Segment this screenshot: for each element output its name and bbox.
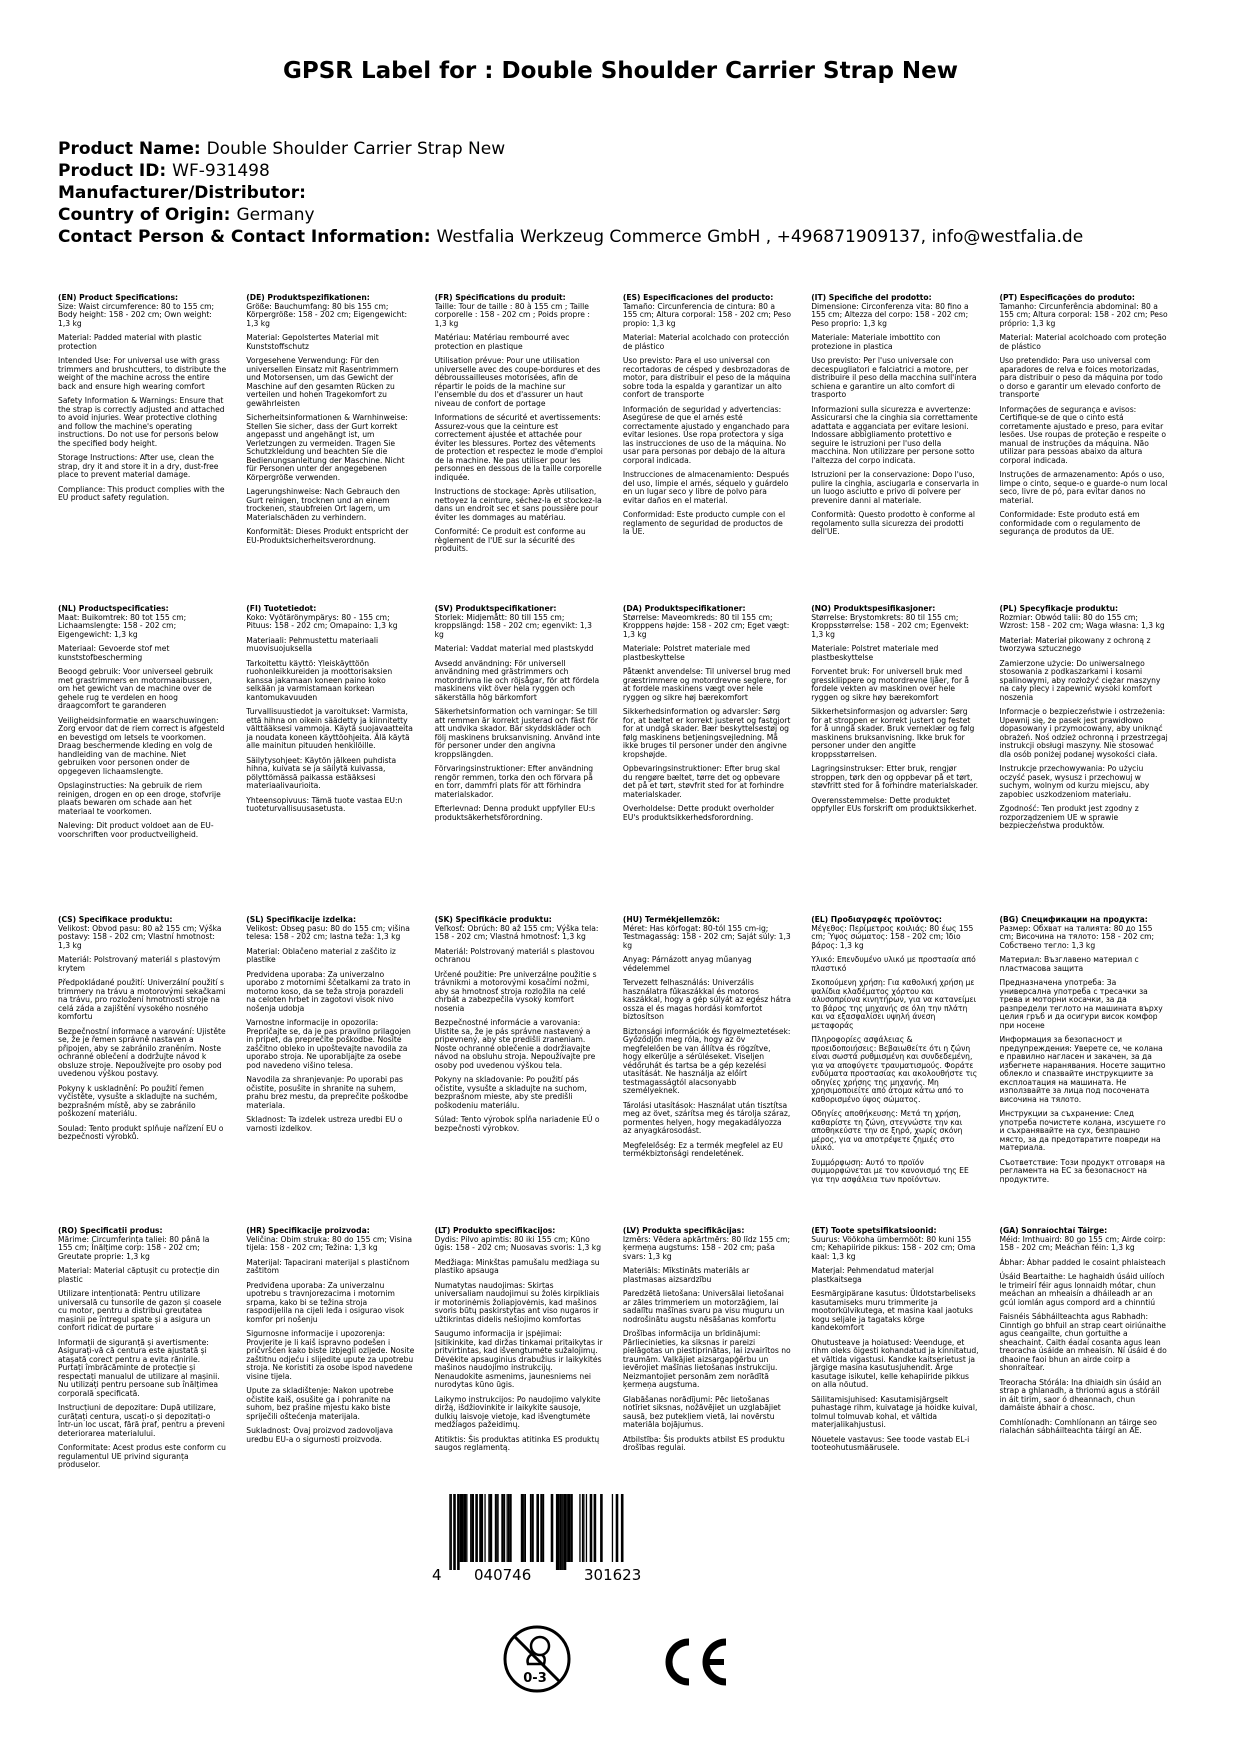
- language-paragraph: Размер: Обхват на талията: 80 до 155 cm; Височина на тялото: 158 - 202 cm; Собствено тегло: 1,3 kg: [999, 923, 1155, 950]
- info-row: [58, 204, 1188, 226]
- language-paragraph: Conformitate: Acest produs este conform cu regulamentul UE privind siguranța produselor.: [58, 1443, 226, 1469]
- language-paragraph: Información de seguridad y advertencias: Asegúrese de que el arnés esté correctamente ajustado y enganchado para evitar lesiones. Use ropa protectora y siga las instrucciones de uso de la máquina. No usar para personas por debajo de la altura corporal indicada.: [622, 404, 790, 465]
- age-label: 0-3: [523, 1671, 547, 1686]
- language-paragraph: Informações de segurança e avisos: Certifique-se de que o cinto está corretamente ajustado e preso, para evitar lesões. Use roupas de proteção e respeite o manual de instruções da máquina. Não utilizar para pessoas abaixo da altura corporal indicada.: [999, 404, 1167, 465]
- language-block: [435, 294, 623, 605]
- barcode-bar: [536, 1494, 539, 1562]
- language-paragraph: Material: Material acolchado con protección de plástico: [622, 333, 790, 351]
- language-paragraph: Efterlevnad: Denna produkt uppfyller EU:s produktsäkerhetsförordning.: [434, 804, 596, 822]
- language-block: [623, 916, 811, 1227]
- barcode-bar: [509, 1494, 512, 1562]
- language-paragraph: Compliance: This product complies with the EU product safety regulation.: [58, 484, 225, 502]
- language-paragraph: Faisnéis Sábháilteachta agus Rabhadh: Cinntigh go bhfuil an strap ceart oiriúnaithe agus ceangailte, chun gortuithe a sheachaint. Caith éadaí cosanta agus lean treoracha úsáide an mheaisín. Ní úsáid é do dhaoine faoi bhun an airde coirp a shonraítear.: [999, 1312, 1167, 1372]
- language-block: [58, 1227, 246, 1538]
- language-paragraph: Материал: Възглавено материал с пластмасова защита: [999, 955, 1139, 973]
- barcode-bar: [594, 1494, 597, 1562]
- language-block: [246, 605, 434, 916]
- language-heading: (SL) Specifikacije izdelka:: [246, 916, 357, 924]
- language-paragraph: Súlad: Tento výrobok spĺňa nariadenie EÚ o bezpečnosti výrobkov.: [434, 1115, 600, 1133]
- barcode-bar: [466, 1494, 467, 1562]
- language-paragraph: Tamanho: Circunferência abdominal: 80 a 155 cm; Altura corporal: 158 - 202 cm; Peso próprio: 1,3 kg: [999, 301, 1168, 328]
- language-paragraph: Yhteensopivuus: Tämä tuote vastaa EU:n tuoteturvallisuusasetusta.: [246, 795, 403, 813]
- language-block: [435, 605, 623, 916]
- info-row: [58, 226, 1188, 248]
- language-heading: (IT) Specifiche del prodotto:: [811, 294, 932, 302]
- language-heading: (CS) Specifikace produktu:: [58, 916, 173, 924]
- barcode-bar: [507, 1494, 508, 1562]
- language-paragraph: Größe: Bauchumfang: 80 bis 155 cm; Körpergröße: 158 - 202 cm; Eigengewicht: 1,3 kg: [246, 301, 408, 328]
- language-paragraph: Určené použitie: Pre univerzálne použitie s trávnikmi a motorovými kosačími nožmi, aby sa hmotnosť stroja rozložila na celé chrbát a zabezpečila vysoký komfort nosenia: [434, 969, 597, 1013]
- info-label: Product ID:: [58, 161, 167, 181]
- language-paragraph: Sikkerhetsinformasjon og advarsler: Sørg for at stroppen er korrekt justert og festet for å unngå skader. Bruk verneklær og følg maskinens bruksanvisning. Ikke bruk for personer under den angitte kroppsstørrelsen.: [811, 707, 975, 759]
- language-paragraph: Materjal: Pehmendatud materjal plastkaitsega: [811, 1266, 934, 1284]
- language-paragraph: Material: Material căptușit cu protecție din plastic: [58, 1266, 220, 1284]
- language-heading: (PL) Specyfikacje produktu:: [999, 605, 1119, 613]
- language-paragraph: Zamierzone użycie: Do uniwersalnego stosowania z podkaszarkami i kosami spalinowymi, aby rozłożyć ciężar maszyny na cały plecy i zapewnić wysoki komfort noszenia: [999, 658, 1161, 702]
- language-paragraph: Materiale: Polstret materiale med plastbeskyttelse: [622, 644, 751, 662]
- language-paragraph: Intended Use: For universal use with grass trimmers and brushcutters, to distribute the weight of the machine across the entire back and ensure high wearing comfort: [58, 356, 227, 391]
- language-paragraph: Overensstemmelse: Dette produktet oppfyller EUs forskrift om produktsikkerhet.: [811, 795, 977, 813]
- language-paragraph: Ohutusteave ja hoiatused: Veenduge, et rihm oleks õigesti kohandatud ja kinnitatud, et vältida vigastusi. Kandke kaitserietust ja järgige masina kasutusjuhendit. Ärge kasutage isikutel, kelle kehapiiride pikkus on alla nõutud.: [811, 1337, 979, 1389]
- language-paragraph: Opslaginstructies: Na gebruik de riem reinigen, drogen en op een droge, stofvrije plaats bewaren om schade aan het materiaal te voorkomen.: [58, 781, 221, 816]
- language-block: [246, 916, 434, 1227]
- barcode-bar: [572, 1494, 573, 1562]
- language-paragraph: Úsáid Beartaithe: Le haghaidh úsáid uilíoch le trimeirí féir agus lonnaidh mótar, chun meáchan an mheaisín a dháileadh ar an gcúl iomlán agus compord ard a chinntiú: [999, 1272, 1165, 1307]
- barcode-bar: [582, 1494, 583, 1562]
- language-paragraph: Eesmärgipärane kasutus: Üldotstarbeliseks kasutamiseks muru trimmerite ja mootorkülvikutega, et masina kaal jaotuks kogu seljale ja tagataks kõrge kandekomfort: [811, 1289, 976, 1332]
- language-paragraph: Instrukcje przechowywania: Po użyciu oczyść pasek, wysusz i przechowuj w suchym, wolnym od kurzu miejscu, aby zapobiec uszkodzeniom materiału.: [999, 764, 1150, 799]
- language-paragraph: Beoogd gebruik: Voor universeel gebruik met grastrimmers en motormaaibussen, om het gewicht van de machine over de gehele rug te verdelen en hoog draagcomfort te garanderen: [58, 667, 213, 710]
- language-paragraph: Säkerhetsinformation och varningar: Se till att remmen är korrekt justerad och fäst för att undvika skador. Bär skyddskläder och följ maskinens bruksanvisning. Använd inte för personer under den angivna kroppslängden.: [434, 707, 601, 759]
- barcode-bar: [564, 1494, 567, 1570]
- language-row: [58, 294, 1188, 605]
- barcode-bar: [559, 1494, 560, 1570]
- language-paragraph: Storage Instructions: After use, clean the strap, dry it and store it in a dry, dust-free place to prevent material damage.: [58, 453, 219, 479]
- language-row: [58, 916, 1188, 1227]
- language-block: [999, 916, 1187, 1227]
- language-block: [811, 1227, 999, 1538]
- barcode-bar: [551, 1494, 552, 1562]
- barcode-bar: [556, 1494, 559, 1570]
- language-paragraph: Utilisation prévue: Pour une utilisation universelle avec des coupe-bordures et des débroussailleuses motorisées, afin de répartir le poids de la machine sur l'ensemble du dos et d'assurer un haut niveau de confort de portage: [434, 356, 601, 408]
- language-heading: (GA) Sonraíochtaí Táirge:: [999, 1227, 1108, 1235]
- language-paragraph: Veiligheidsinformatie en waarschuwingen: Zorg ervoor dat de riem correct is afgesteld en bevestigd om letsels te voorkomen. Draag beschermende kleding en volg de handleiding van de machine. Niet gebruiken voor personen onder de opgegeven lichaamslengte.: [58, 715, 225, 776]
- language-paragraph: Maat: Buikomtrek: 80 tot 155 cm; Lichaamslengte: 158 - 202 cm; Eigengewicht: 1,3 kg: [58, 612, 187, 639]
- language-paragraph: Vorgesehene Verwendung: Für den universellen Einsatz mit Rasentrimmern und Motorsensen, um das Gewicht der Maschine auf den gesamten Rücken zu verteilen und hohen Tragekomfort zu gewährleisten: [246, 356, 399, 408]
- info-label: Manufacturer/Distributor:: [58, 183, 306, 203]
- language-paragraph: Nõuetele vastavus: See toode vastab EL-i tooteohutusmäärusele.: [811, 1434, 970, 1452]
- barcode-bar: [497, 1494, 498, 1562]
- language-block: [811, 294, 999, 605]
- language-paragraph: Påtænkt anvendelse: Til universel brug med græstrimmere og motordrevne seglere, for at fordele maskinens vægt over hele ryggen og sikre høj bærekomfort: [622, 667, 791, 702]
- language-block: [58, 605, 246, 916]
- barcode-bar: [612, 1494, 613, 1562]
- language-paragraph: Materiał: Materiał pikowany z ochroną z tworzywa sztucznego: [999, 635, 1151, 653]
- barcode-bar: [464, 1494, 467, 1562]
- language-paragraph: Συμμόρφωση: Αυτό το προϊόν συμμορφώνεται με τον κανονισμό της ΕΕ για την ασφάλεια των προϊόντων.: [811, 1157, 969, 1184]
- language-paragraph: Uso pretendido: Para uso universal com aparadores de relva e foices motorizadas, para distribuir o peso da máquina por todo o dorso e garantir um elevado conforto de transporte: [999, 356, 1163, 399]
- language-paragraph: Υλικό: Επενδυμένο υλικό με προστασία από πλαστικό: [811, 955, 976, 973]
- language-paragraph: Instruções de armazenamento: Após o uso, limpe o cinto, seque-o e guarde-o num local seco, livre de pó, para evitar danos no material.: [999, 470, 1168, 505]
- language-paragraph: Istruzioni per la conservazione: Dopo l'uso, pulire la cinghia, asciugarla e conservarla in un luogo asciutto e privo di polvere per prevenire danni al materiale.: [811, 470, 979, 505]
- language-paragraph: Predvidena uporaba: Za univerzalno uporabo z motornimi ščetalkami za trato in motorno koso, da se teža stroja porazdeli na celoten hrbet in zagotovi visok nivo nošenja udobja: [246, 969, 411, 1013]
- language-paragraph: Glabāšanas norādījumi: Pēc lietošanas notīriet siksnas, nožāvējiet un uzglabājiet sausā, bez putekļiem vietā, lai novērstu materiāla bojājumus.: [622, 1394, 781, 1429]
- ce-mark-icon: [656, 1636, 730, 1688]
- barcode-bar: [600, 1494, 603, 1562]
- language-paragraph: Treoracha Stórála: Ina dhiaidh sin úsáid an strap a ghlanadh, a thriomú agus a stóráil in áit tirim, saor ó dheannach, chun damáiste ábhair a chosc.: [999, 1377, 1162, 1412]
- language-paragraph: Säilytysohjeet: Käytön jälkeen puhdista hihna, kuivata se ja säilytä kuivassa, pölyttömässä paikassa estääksesi materiaalivaurioita.: [246, 755, 397, 790]
- barcode-bar: [521, 1494, 524, 1562]
- language-paragraph: Megfelelőség: Ez a termék megfelel az EU termékbiztonsági rendeletének.: [622, 1140, 783, 1158]
- language-paragraph: Medžiaga: Minkštas pamušalu medžiaga su plastiko apsauga: [434, 1257, 600, 1275]
- barcode-bar: [552, 1494, 553, 1562]
- language-paragraph: Numatytas naudojimas: Skirtas universaliam naudojimui su žolės kirpikliais ir motorinėmis žoliapjovėmis, kad mašinos svoris būtų paskirstytas ant viso nugaros ir užtikrintas didelis nešiojimo komfortas: [434, 1280, 600, 1324]
- language-block: [623, 294, 811, 605]
- language-heading: (LT) Produkto specifikacijos:: [434, 1227, 556, 1235]
- language-paragraph: Safety Information & Warnings: Ensure that the strap is correctly adjusted and attached to avoid injuries. Wear protective clothing and follow the machine's operating instructions. Do not use for persons below the specified body height.: [58, 396, 225, 448]
- language-block: [435, 916, 623, 1227]
- info-label: Contact Person & Contact Information:: [58, 227, 431, 247]
- language-block: [246, 1227, 434, 1538]
- barcode-bar: [461, 1494, 464, 1562]
- barcode-bar: [501, 1494, 504, 1562]
- barcode-bar: [484, 1494, 485, 1562]
- age-0-3-warning-icon: [502, 1624, 572, 1694]
- language-heading: (NL) Productspecificaties:: [58, 605, 169, 613]
- language-paragraph: Bezpečnostní informace a varování: Ujistěte se, že je řemen správně nastaven a připojen, aby se zabránilo zraněním. Noste ochranné oblečení a dodržujte návod k obsluze stroje. Nepoužívejte pro osoby pod uvedenou výškou postavy.: [58, 1026, 226, 1078]
- language-paragraph: Taille: Tour de taille : 80 à 155 cm ; Taille corporelle : 158 - 202 cm ; Poids propre : 1,3 kg: [434, 301, 590, 328]
- language-paragraph: Material: Gepolstertes Material mit Kunststoffschutz: [246, 333, 379, 351]
- language-block: [999, 605, 1187, 916]
- info-value: Germany: [236, 205, 315, 225]
- language-heading: (FR) Spécifications du produit:: [434, 294, 566, 302]
- barcode-bar: [481, 1494, 484, 1562]
- language-paragraph: Инструкции за съхранение: След употреба почистете колана, изсушете го и съхранявайте на сух, безпрашно място, за да предотвратите повреди на материала.: [999, 1109, 1166, 1152]
- language-paragraph: Velikost: Obvod pasu: 80 až 155 cm; Výška postavy: 158 - 202 cm; Vlastní hmotnost: 1,3 kg: [58, 923, 222, 950]
- language-paragraph: Οδηγίες αποθήκευσης: Μετά τη χρήση, καθαρίστε τη ζώνη, στεγνώστε την και αποθηκεύστε την σε ξηρό, χωρίς σκόνη μέρος, για να αποτρέψετε ζημιές στο υλικό.: [811, 1109, 963, 1152]
- info-row: [58, 138, 1188, 160]
- barcode-bar: [570, 1494, 571, 1562]
- language-heading: (DE) Produktspezifikationen:: [246, 294, 370, 302]
- language-row: [58, 1227, 1188, 1538]
- language-paragraph: Utilizare intenționată: Pentru utilizare universală cu tunsorile de gazon și coasele cu motor, pentru a distribui greutatea mașinii pe întregul spate și a asigura un confort ridicat de purtare: [58, 1289, 222, 1332]
- language-heading: (SV) Produktspecifikationer:: [434, 605, 557, 613]
- ean-barcode: [432, 1494, 668, 1589]
- language-paragraph: Skladnost: Ta izdelek ustreza uredbi EU o varnosti izdelkov.: [246, 1115, 403, 1133]
- language-paragraph: Laikymo instrukcijos: Po naudojimo valykite diržą, išdžiovinkite ir laikykite sausoje, dulkių laisvoje vietoje, kad išvengtumėte medžiagos pažeidimų.: [434, 1394, 601, 1429]
- language-paragraph: Paredzētā lietošana: Universālai lietošanai ar zāles trimmeriem un motorzāģiem, lai sadalītu mašīnas svaru pa visu muguru un nodrošinātu augstu nēsāšanas komfortu: [622, 1289, 785, 1324]
- language-paragraph: Avsedd användning: För universell användning med grästrimmers och motordrivna lie och röjsågar, för att fördela maskinens vikt över hela ryggen och säkerställa hög bärkomfort: [434, 658, 600, 702]
- language-paragraph: Sukladnost: Ovaj proizvod zadovoljava uredbu EU-a o sigurnosti proizvoda.: [246, 1426, 394, 1444]
- language-paragraph: Информация за безопасност и предупреждения: Уверете се, че колана е правилно нагласен и закачен, за да избегнете наранявания. Носете защитно облекло и спазвайте инструкциите за експлоатация на машината. Не използвайте за лица под посочената височина на тялото.: [999, 1035, 1166, 1104]
- info-value: WF-931498: [172, 161, 270, 181]
- language-paragraph: Sicherheitsinformationen & Warnhinweise: Stellen Sie sicher, dass der Gurt korrekt angepasst und angehängt ist, um Verletzungen zu vermeiden. Tragen Sie Schutzkleidung und beachten Sie die Bedienungsanleitung der Maschine. Nicht für Personen unter der angegebenen Körpergröße verwenden.: [246, 413, 408, 482]
- barcode-bar: [508, 1494, 509, 1562]
- language-paragraph: Zgodność: Ten produkt jest zgodny z rozporządzeniem UE w sprawie bezpieczeństwa produktów.: [999, 804, 1139, 830]
- barcode-bar: [457, 1494, 460, 1570]
- language-paragraph: Veľkosť: Obrúch: 80 až 155 cm; Výška tela: 158 - 202 cm; Vlastná hmotnosť: 1,3 kg: [434, 923, 599, 941]
- language-heading: (NO) Produktspesifikasjoner:: [811, 605, 936, 613]
- language-paragraph: Instructions de stockage: Après utilisation, nettoyez la ceinture, séchez-la et stockez-la dans un endroit sec et sans poussière pour éviter les dommages au matériau.: [434, 487, 602, 522]
- language-paragraph: Instrucțiuni de depozitare: După utilizare, curățați centura, uscați-o și depozitați-o într-un loc uscat, fără praf, pentru a preveni deteriorarea materialului.: [58, 1403, 225, 1438]
- barcode-bar: [616, 1494, 619, 1562]
- language-paragraph: Informations de sécurité et avertissements: Assurez-vous que la ceinture est correctement ajustée et attachée pour éviter les blessures. Portez des vêtements de protection et respectez le mode d'emploi de la machine. Ne pas utiliser pour les personnes en dessous de la taille corporelle indiquée.: [434, 413, 603, 482]
- language-paragraph: Koko: Vyötärönympärys: 80 - 155 cm; Pituus: 158 - 202 cm; Omapaino: 1,3 kg: [246, 612, 398, 630]
- barcode-bar: [568, 1494, 571, 1562]
- language-block: [623, 1227, 811, 1538]
- info-value: Double Shoulder Carrier Strap New: [206, 139, 506, 159]
- language-paragraph: Materiale: Materiale imbottito con protezione in plastica: [811, 333, 941, 351]
- barcode-bar: [495, 1494, 496, 1562]
- language-heading: (LV) Produkta specifikācijas:: [622, 1227, 745, 1235]
- language-paragraph: Drošības informācija un brīdinājumi: Pārliecinieties, ka siksnas ir pareizi pielāgotas un piestiprinātas, lai izvairītos no traumām. Valkājiet aizsargapģērbu un ievērojiet mašīnas lietošanas instrukciju. Neizmantojiet personām zem norādītā ķermeņa augstuma.: [622, 1329, 791, 1389]
- language-paragraph: Tamaño: Circunferencia de cintura: 80 a 155 cm; Altura corporal: 158 - 202 cm; Peso propio: 1,3 kg: [622, 301, 791, 328]
- language-paragraph: Säilitamisjuhised: Kasutamisjärgselt puhastage rihm, kuivatage ja hoidke kuival, tolmul tolmuvab kohal, et vältida materjalikahjustusi.: [811, 1394, 978, 1429]
- page-title: GPSR Label for : Double Shoulder Carrier Strap New: [282, 58, 959, 84]
- barcode-bar: [561, 1494, 562, 1570]
- language-paragraph: Materijal: Tapacirani materijal s plastičnom zaštitom: [246, 1257, 410, 1275]
- barcode-bar: [590, 1494, 593, 1562]
- language-paragraph: Overholdelse: Dette produkt overholder EU's produktsikkerhedsforordning.: [622, 804, 775, 822]
- language-block: [58, 294, 246, 605]
- language-paragraph: Konformität: Dieses Produkt entspricht der EU-Produktsicherheitsverordnung.: [246, 527, 409, 545]
- barcode-bars: [448, 1494, 668, 1570]
- language-paragraph: Naleving: Dit product voldoet aan de EU-voorschriften voor productveiligheid.: [58, 821, 214, 839]
- language-block: [435, 1227, 623, 1538]
- language-heading: (BG) Спецификации на продукта:: [999, 916, 1148, 924]
- info-label: Product Name:: [58, 139, 201, 159]
- language-paragraph: Turvallisuustiedot ja varoitukset: Varmista, että hihna on oikein säädetty ja kiinnitetty välttääksesi vammoja. Käytä suojavaatteita ja noudata koneen käyttöohjeita. Älä käytä alle mainitun pituuden henkilöille.: [246, 707, 413, 750]
- language-paragraph: Bezpečnostné informácie a varovania: Uistite sa, že je pás správne nastavený a pripevnený, aby ste predišli zraneniam. Noste ochranné oblečenie a dodržiavajte návod na obsluhu stroja. Nepoužívajte pre osoby pod uvedenou výškou tela.: [434, 1018, 596, 1070]
- language-paragraph: Biztonsági információk és figyelmeztetések: Győződjön meg róla, hogy az öv megfelelően be van állítva és rögzítve, hogy elkerülje a sérüléseket. Viseljen védőruhát és tartsa be a gép kezelési utasítását. Ne használja az előírt testmagasságtól alacsonyabb személyeknek.: [622, 1026, 791, 1095]
- language-paragraph: Sigurnosne informacije i upozorenja: Provjerite je li kaiš ispravno podešen i pričvršćen kako biste izbjegli ozljede. Nosite zaštitnu odjeću i slijedite upute za upotrebu stroja. Ne koristiti za osobe ispod navedene visine tijela.: [246, 1329, 415, 1381]
- barcode-bar: [470, 1494, 471, 1562]
- language-block: [623, 605, 811, 916]
- barcode-bar: [488, 1494, 489, 1562]
- barcode-bar: [479, 1494, 480, 1562]
- barcode-bar: [621, 1494, 624, 1562]
- language-paragraph: Saugumo informacija ir įspėjimai: Įsitikinkite, kad diržas tinkamai pritaikytas ir pritvirtintas, kad išvengtumėte sužalojimų. Dėvėkite apsauginius drabužius ir laikykitės mašinos naudojimo instrukcijų. Nenaudokite asmenims, jaunesniems nei nurodytas kūno ūgis.: [434, 1329, 603, 1389]
- language-paragraph: Comhlíonadh: Comhlíonann an táirge seo rialachán sábháilteachta táirgí an AE.: [999, 1417, 1157, 1435]
- language-paragraph: Méret: Has körfogat: 80-tól 155 cm-ig; Testmagasság: 158 - 202 cm; Saját súly: 1,3 kg: [622, 923, 791, 950]
- barcode-bar: [540, 1494, 543, 1562]
- barcode-left-group: 040746: [474, 1566, 532, 1584]
- language-heading: (PT) Especificações do produto:: [999, 294, 1135, 302]
- barcode-bar: [449, 1494, 450, 1570]
- product-info: [58, 138, 1188, 248]
- language-paragraph: Mărime: Circumferința taliei: 80 până la 155 cm; Înălțime corp: 158 - 202 cm; Greutate proprie: 1,3 kg: [58, 1234, 210, 1261]
- info-row: [58, 182, 1188, 204]
- language-heading: (ET) Toote spetsifikatsioonid:: [811, 1227, 937, 1235]
- language-paragraph: Material: Padded material with plastic protection: [58, 333, 202, 351]
- language-paragraph: Předpokládané použití: Univerzální použití s trimmery na trávu a motorovými sekačkami na trávu, pro rozložení hmotnosti stroje na celá záda a zajištění vysokého nosného komfortu: [58, 978, 226, 1021]
- barcode-bar: [586, 1494, 587, 1562]
- language-paragraph: Conformité: Ce produit est conforme au règlement de l'UE sur la sécurité des produits.: [434, 527, 586, 553]
- language-heading: (SK) Špecifikácie produktu:: [434, 916, 552, 924]
- language-paragraph: Съответствие: Този продукт отговаря на регламента на ЕС за безопасност на продуктите.: [999, 1157, 1165, 1184]
- language-paragraph: Soulad: Tento produkt splňuje nařízení EU o bezpečnosti výrobků.: [58, 1123, 224, 1141]
- language-paragraph: Material: Material acolchoado com proteção de plástico: [999, 333, 1167, 351]
- language-paragraph: Material: Vaddat material med plastskydd: [434, 644, 594, 653]
- language-paragraph: Atbilstība: Šis produkts atbilst ES produktu drošības regulai.: [622, 1434, 785, 1452]
- language-heading: (ES) Especificaciones del producto:: [622, 294, 774, 302]
- language-heading: (FI) Tuotetiedot:: [246, 605, 317, 613]
- language-paragraph: Forventet bruk: For universell bruk med gresskliippere og motordrevne ljåer, for å fordele vekten av maskinen over hele ryggen og sikre høy bærekomfort: [811, 667, 970, 702]
- language-block: [999, 294, 1187, 605]
- barcode-bar: [451, 1494, 452, 1570]
- barcode-bar: [525, 1494, 526, 1562]
- language-paragraph: Tervezett felhasználás: Univerzális használatra fűkaszákkal és motoros kaszákkal, hogy a gép súlyát az egész hátra ossza el és magas hordási komfortot biztosítson: [622, 978, 791, 1021]
- barcode-bar: [490, 1494, 493, 1562]
- language-paragraph: Informații de siguranță și avertismente: Asigurați-vă că centura este ajustată și atașată corect pentru a evita rănirile. Purtați îmbrăcăminte de protecție și respectați manualul de utilizare al mașinii. Nu utilizați pentru persoane sub înălțimea corporală specificată.: [58, 1337, 220, 1398]
- language-heading: (HU) Termékjellemzők:: [622, 916, 720, 924]
- language-row: [58, 605, 1188, 916]
- language-paragraph: Velikost: Obseg pasu: 80 do 155 cm; višina telesa: 158 - 202 cm; lastna teža: 1,3 kg: [246, 923, 410, 941]
- barcode-bar: [523, 1494, 524, 1562]
- language-paragraph: Størrelse: Brystomkrets: 80 til 155 cm; Kroppsstørrelse: 158 - 202 cm; Egenvekt: 1,3 kg: [811, 612, 969, 639]
- language-heading: (RO) Specificații produs:: [58, 1227, 163, 1235]
- language-paragraph: Σκοπούμενη χρήση: Για καθολική χρήση με ψαλίδια κλαδέματος χόρτου και αλυσοπρίονα κινητήρων, για να κατανείμει το βάρος της μηχανής σε όλη την πλάτη και να εξασφαλίσει υψηλή άνεση μεταφοράς: [811, 978, 977, 1030]
- language-block: [811, 916, 999, 1227]
- language-paragraph: Navodila za shranjevanje: Po uporabi pas očistite, posušite in shranite na suhem, prahu brez mestu, da preprečite poškodbe materiala.: [246, 1075, 409, 1110]
- barcode-bar: [583, 1494, 584, 1562]
- language-block: [999, 1227, 1187, 1538]
- barcode-bar: [566, 1494, 567, 1562]
- info-label: Country of Origin:: [58, 205, 231, 225]
- language-paragraph: Conformità: Questo prodotto è conforme al regolamento sulla sicurezza dei prodotti dell'UE.: [811, 510, 975, 536]
- language-paragraph: Materiaal: Gevoerde stof met kunststofbescherming: [58, 644, 170, 662]
- language-block: [58, 916, 246, 1227]
- barcode-bar: [562, 1494, 563, 1570]
- language-paragraph: Dydis: Pilvo apimtis: 80 iki 155 cm; Kūno ūgis: 158 - 202 cm; Nuosavas svoris: 1,3 kg: [434, 1234, 602, 1252]
- barcode-bar: [530, 1494, 531, 1562]
- barcode-bar: [560, 1494, 561, 1570]
- language-paragraph: Material: Oblačeno material z zaščito iz plastike: [246, 946, 396, 964]
- language-paragraph: Sikkerhedsinformation og advarsler: Sørg for, at bæltet er korrekt justeret og fastgjort for at undgå skader. Bær beskyttelsestøj og følg maskinens betjeningsvejledning. Må ikke bruges til personer under den angivne kropshøjde.: [622, 707, 791, 759]
- language-paragraph: Materiaali: Pehmustettu materiaali muovisuojuksella: [246, 635, 379, 653]
- language-paragraph: Materiál: Polstrovaný materiál s plastovou ochranou: [434, 946, 595, 964]
- language-paragraph: Veličina: Obim struka: 80 do 155 cm; Visina tijela: 158 - 202 cm; Težina: 1,3 kg: [246, 1234, 413, 1252]
- barcode-bar: [531, 1494, 534, 1562]
- language-paragraph: Størrelse: Maveomkreds: 80 til 155 cm; Kropppens højde: 158 - 202 cm; Eget vægt: 1,3 kg: [622, 612, 790, 639]
- language-paragraph: Izmērs: Vēdera apkārtmērs: 80 līdz 155 cm; ķermeņa augstums: 158 - 202 cm; paša svars: 1,3 kg: [622, 1234, 791, 1261]
- barcode-bar: [460, 1494, 461, 1562]
- language-paragraph: Ábhar: Ábhar padded le cosaint phlaisteach: [999, 1257, 1166, 1267]
- language-paragraph: Instrucciones de almacenamiento: Después del uso, limpie el arnés, séquelo y guárdelo en un lugar seco y libre de polvo para evitar daños en el material.: [622, 470, 790, 505]
- language-paragraph: Uso previsto: Per l'uso universale con decespugliatori e falciatrici a motore, per distribuire il peso della macchina sull'intera schiena e garantire un alto comfort di trasporto: [811, 356, 977, 399]
- barcode-right-group: 301623: [584, 1566, 642, 1584]
- language-heading: (HR) Specifikacije proizvoda:: [246, 1227, 370, 1235]
- language-block: [811, 605, 999, 916]
- language-paragraph: Méid: Imthuaird: 80 go 155 cm; Airde coirp: 158 - 202 cm; Meáchan féin: 1,3 kg: [999, 1234, 1166, 1252]
- language-heading: (EN) Product Specifications:: [58, 294, 179, 302]
- language-paragraph: Dimensione: Circonferenza vita: 80 fino a 155 cm; Altezza del corpo: 158 - 202 cm; Peso proprio: 1,3 kg: [811, 301, 969, 328]
- language-paragraph: Pokyny k uskladnění: Po použití řemen vyčistěte, vysušte a skladujte na suchém, bezprašném místě, aby se zabránilo poškození materiálu.: [58, 1083, 218, 1118]
- language-paragraph: Förvaringsinstruktioner: Efter användning rengör remmen, torka den och förvara på en torr, dammfri plats för att förhindra materialskador.: [434, 764, 594, 799]
- language-paragraph: Πληροφορίες ασφάλειας & προειδοποιήσεις: Βεβαιωθείτε ότι η ζώνη είναι σωστά ρυθμισμένη και συνδεδεμένη, για να αποφύγετε τραυματισμούς. Φοράτε ενδύματα προστασίας και ακολουθήστε τις οδηγίες χρήσης της μηχανής. Μη χρησιμοποιείτε από άτομα κάτω από το καθορισμένο ύψος σώματος.: [811, 1035, 978, 1104]
- language-paragraph: Materiāls: Mīkstināts materiāls ar plastmasas aizsardzību: [622, 1266, 750, 1284]
- language-paragraph: Μέγεθος: Περίμετρος κοιλιάς: 80 έως 155 cm; Ύψος σώματος: 158 - 202 cm; Ίδιο βάρος: 1,3 kg: [811, 923, 974, 950]
- language-heading: (DA) Produktspecifikationer:: [622, 605, 746, 613]
- language-paragraph: Materiál: Polstrovaný materiál s plastovým krytem: [58, 955, 221, 973]
- language-paragraph: Size: Waist circumference: 80 to 155 cm; Body height: 158 - 202 cm; Own weight: 1,3 kg: [58, 301, 215, 328]
- language-paragraph: Matériau: Matériau rembourré avec protection en plastique: [434, 333, 570, 351]
- language-paragraph: Informazioni sulla sicurezza e avvertenze: Assicurarsi che la cinghia sia correttamente adattata e agganciata per evitare lesioni. Indossare abbigliamento protettivo e seguire le istruzioni per l'uso della macchina. Non utilizzare per persone sotto l'altezza del corpo indicata.: [811, 404, 978, 465]
- language-paragraph: Upute za skladištenje: Nakon upotrebe očistite kaiš, osušite ga i pohranite na suhom, bez prašine mjestu kako biste spriječili oštećenja materijala.: [246, 1386, 394, 1421]
- barcode-first-digit: 4: [432, 1566, 442, 1584]
- language-paragraph: Предназначена употреба: За универсална употреба с тресачки за трева и моторни косачки, за да разпредели теглото на машината върху целия гръб и да осигури висок комфор при носене: [999, 978, 1163, 1030]
- language-paragraph: Conformidade: Este produto está em conformidade com o regulamento de segurança de produtos da UE.: [999, 510, 1141, 536]
- barcode-bar: [496, 1494, 497, 1562]
- language-paragraph: Atitiktis: Šis produktas atitinka ES produktų saugos reglamentą.: [434, 1434, 600, 1452]
- language-block: [246, 294, 434, 605]
- language-paragraph: Varnostne informacije in opozorila: Prepričajte se, da je pas pravilno prilagojen in pripet, da preprečite poškodbe. Nosite zaščitno obleko in upoštevajte navodila za uporabo stroja. Ne uporabljajte za osebe pod navedeno višino telesa.: [246, 1018, 411, 1070]
- language-paragraph: Opbevaringsinstruktioner: Efter brug skal du rengøre bæltet, tørre det og opbevare det på et tørt, støvfrit sted for at forhindre materialskader.: [622, 764, 784, 799]
- info-row: [58, 160, 1188, 182]
- language-paragraph: Tarkoitettu käyttö: Yleiskäyttöön ruohonleikkureiden ja moottorisaksien kanssa jakamaan koneen paino koko selkään ja varmistamaan korkean kantomukavuuden: [246, 658, 393, 702]
- language-paragraph: Suurus: Vöökoha ümbermööt: 80 kuni 155 cm; Kehapiiride pikkus: 158 - 202 cm; Oma kaal: 1,3 kg: [811, 1234, 976, 1261]
- language-heading: (EL) Προδιαγραφές προϊόντος:: [811, 916, 942, 924]
- barcode-bar: [579, 1494, 580, 1562]
- language-paragraph: Materiale: Polstret materiale med plastbeskyttelse: [811, 644, 939, 662]
- info-value: Westfalia Werkzeug Commerce GmbH , +496871909137, info@westfalia.de: [436, 227, 1084, 247]
- barcode-bar: [471, 1494, 474, 1562]
- language-paragraph: Predviđena uporaba: Za univerzalnu upotrebu s travnjorezacima i motornim srpama, kako bi se težina stroja raspodijelila na cijeli leđa i osigurao visok komfor pri nošenju: [246, 1280, 405, 1324]
- language-paragraph: Uso previsto: Para el uso universal con recortadoras de césped y desbrozadoras de motor, para distribuir el peso de la máquina sobre toda la espalda y garantizar un alto confort de transporte: [622, 356, 791, 399]
- language-paragraph: Storlek: Midjemått: 80 till 155 cm; kroppslängd: 158 - 202 cm; egenvikt: 1,3 kg: [434, 612, 592, 639]
- language-paragraph: Informacje o bezpieczeństwie i ostrzeżenia: Upewnij się, że pasek jest prawidłowo dopasowany i przymocowany, aby uniknąć obrażeń. Noś odzież ochronną i przestrzegaj instrukcji obsługi maszyny. Nie stosować dla osób poniżej podanej wysokości ciała.: [999, 707, 1168, 759]
- language-paragraph: Lagerungshinweise: Nach Gebrauch den Gurt reinigen, trocknen und an einem trockenen, staubfreien Ort lagern, um Materialschäden zu verhindern.: [246, 487, 400, 522]
- language-paragraph: Rozmiar: Obwód talii: 80 do 155 cm; Wzrost: 158 - 202 cm; Waga własna: 1,3 kg: [999, 612, 1165, 630]
- barcode-bar: [475, 1494, 478, 1562]
- barcode-bar: [453, 1494, 456, 1570]
- language-paragraph: Tárolási utasítások: Használat után tisztítsa meg az övet, szárítsa meg és tárolja száraz, pormentes helyen, hogy megakadályozza az anyagkárosodást.: [622, 1100, 791, 1135]
- language-paragraph: Conformidad: Este producto cumple con el reglamento de seguridad de productos de la UE.: [622, 510, 786, 536]
- barcode-bar: [543, 1494, 544, 1562]
- language-paragraph: Anyag: Párnázott anyag műanyag védelemmel: [622, 955, 752, 973]
- language-paragraph: Lagringsinstrukser: Etter bruk, rengjør stroppen, tørk den og oppbevar på et tørt, støvfritt sted for å forhindre materialskader.: [811, 764, 979, 790]
- barcode-bar: [504, 1494, 505, 1562]
- language-paragraph: Pokyny na skladovanie: Po použití pás očistite, vysušte a skladujte na suchom, bezprašnom mieste, aby ste predišli poškodeniu materiálu.: [434, 1075, 587, 1110]
